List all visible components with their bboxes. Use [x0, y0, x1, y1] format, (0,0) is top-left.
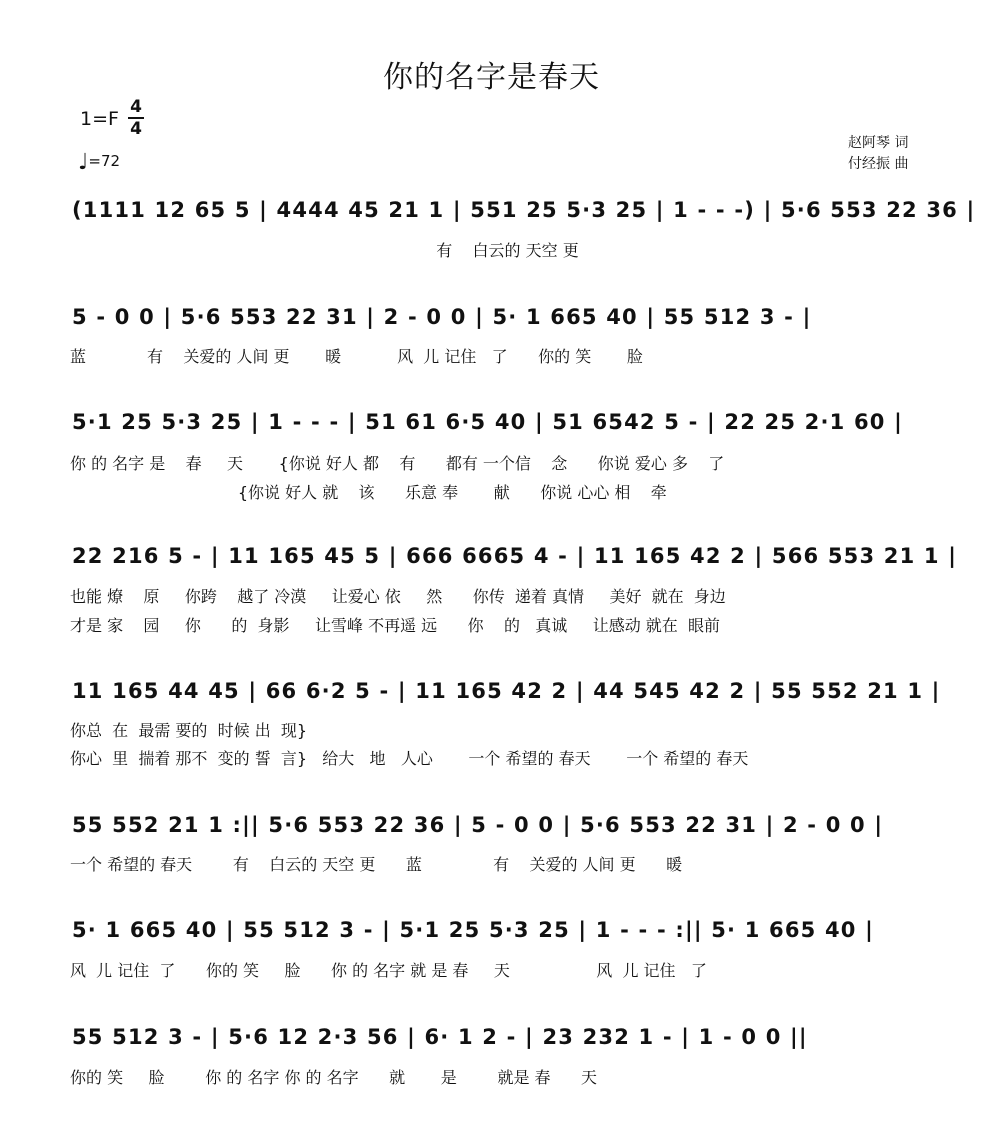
notation-line: 11 165 44 45 | 66 6·2 5 - | 11 165 42 2 | 44 545 42 2 | 55 552 21 1 |	[72, 679, 941, 703]
lyric-line: 风 儿 记住 了 你的 笑 脸 你 的 名字 就 是 春 天 风 儿 记住 了	[70, 961, 707, 980]
lyric-line: 有 白云的 天空 更	[70, 241, 579, 260]
lyric-line-verse-2: 你心 里 揣着 那不 变的 誓 言} 给大 地 人心 一个 希望的 春天 一个 希望的 春天	[70, 749, 749, 768]
lyric-line: 你 的 名字 是 春 天 {你说 好人 都 有 都有 一个信 念 你说 爱心 多 了	[70, 454, 725, 473]
notation-line: 5·1 25 5·3 25 | 1 - - - | 51 61 6·5 40 | 51 6542 5 - | 22 25 2·1 60 |	[72, 410, 903, 434]
composer-credit: 付经振 曲	[848, 156, 909, 172]
lyric-line: 一个 希望的 春天 有 白云的 天空 更 蓝 有 关爱的 人间 更 暖	[70, 855, 683, 874]
time-signature-bottom: 4	[130, 119, 142, 139]
tempo-value: =72	[88, 152, 121, 170]
lyric-line-verse-2: 才是 家 园 你 的 身影 让雪峰 不再遥 远 你 的 真诚 让感动 就在 眼前	[70, 616, 720, 635]
lyric-line: 蓝 有 关爱的 人间 更 暖 风 儿 记住 了 你的 笑 脸	[70, 347, 643, 366]
notation-line: 55 552 21 1 :|| 5·6 553 22 36 | 5 - 0 0 | 5·6 553 22 31 | 2 - 0 0 |	[72, 813, 884, 837]
lyric-line-verse-2: {你说 好人 就 该 乐意 奉 献 你说 心心 相 牵	[70, 483, 667, 502]
notation-line: 5· 1 665 40 | 55 512 3 - | 5·1 25 5·3 25 | 1 - - - :|| 5· 1 665 40 |	[72, 918, 874, 942]
song-title: 你的名字是春天	[383, 60, 600, 95]
notation-line: 5 - 0 0 | 5·6 553 22 31 | 2 - 0 0 | 5· 1 665 40 | 55 512 3 - |	[72, 305, 812, 329]
lyric-line: 也能 燎 原 你跨 越了 冷漠 让爱心 依 然 你传 递着 真情 美好 就在 身边	[70, 587, 726, 606]
notation-line: 22 216 5 - | 11 165 45 5 | 666 6665 4 - | 11 165 42 2 | 566 553 21 1 |	[72, 544, 958, 568]
time-signature-top: 4	[130, 97, 142, 117]
notation-line: 55 512 3 - | 5·6 12 2·3 56 | 6· 1 2 - | 23 232 1 - | 1 - 0 0 ||	[72, 1025, 808, 1049]
tempo-marking	[78, 150, 120, 175]
notation-line: (1111 12 65 5 | 4444 45 21 1 | 551 25 5·3 25 | 1 - - -) | 5·6 553 22 36 |	[72, 198, 976, 222]
time-signature	[128, 98, 144, 138]
lyric-line: 你总 在 最需 要的 时候 出 现}	[70, 721, 308, 740]
lyricist-credit: 赵阿琴 词	[848, 135, 909, 151]
lyric-line: 你的 笑 脸 你 的 名字 你 的 名字 就 是 就是 春 天	[70, 1068, 598, 1087]
key-signature: 1=F	[80, 108, 119, 130]
quarter-note-icon: ♩	[78, 150, 89, 175]
